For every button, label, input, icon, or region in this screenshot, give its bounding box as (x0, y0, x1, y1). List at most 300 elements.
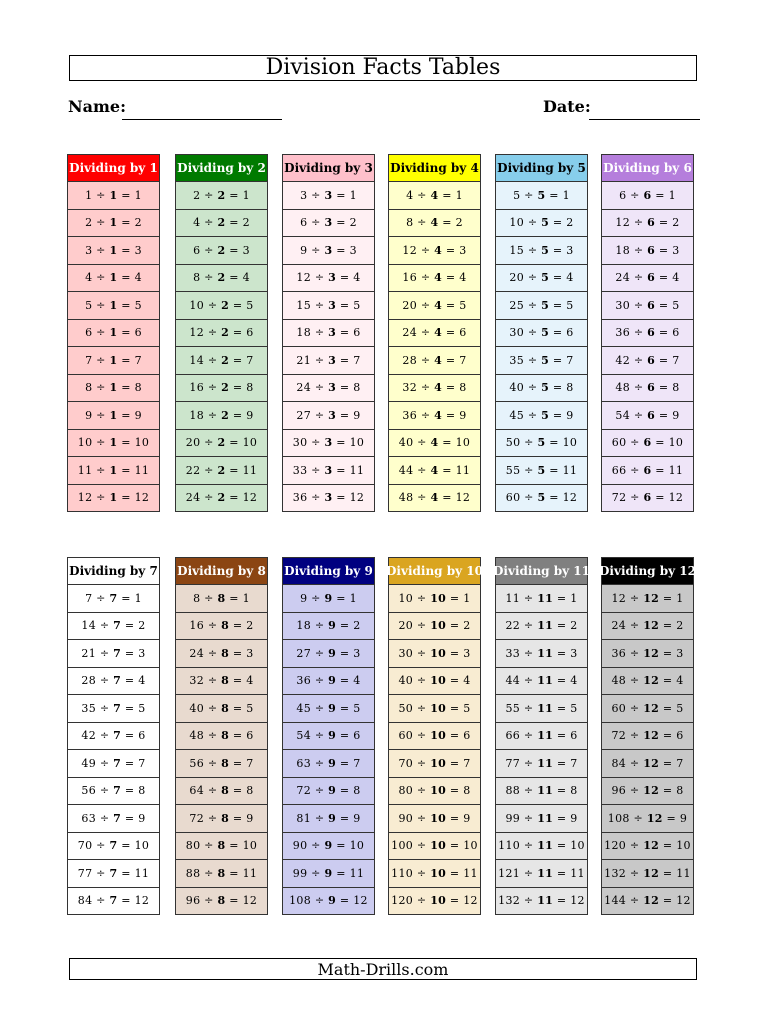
quotient: 4 (570, 674, 578, 688)
divisor: 2 (217, 271, 226, 285)
table-row (388, 402, 481, 430)
table-row (388, 695, 481, 723)
dividend: 12 (402, 243, 418, 257)
equals-sign: = (229, 381, 247, 395)
table-row (67, 430, 160, 458)
divide-sign: ÷ (307, 188, 325, 202)
divisor: 8 (221, 701, 230, 715)
table-row (175, 723, 268, 751)
table-row (282, 265, 375, 293)
quotient: 3 (570, 646, 578, 660)
table-row (601, 860, 694, 888)
dividend: 27 (296, 646, 312, 660)
quotient: 4 (566, 271, 574, 285)
divisor: 1 (109, 188, 118, 202)
divide-sign: ÷ (200, 491, 218, 505)
equals-sign: = (225, 216, 243, 230)
quotient: 10 (676, 839, 691, 853)
table-row (175, 347, 268, 375)
equals-sign: = (229, 701, 247, 715)
dividend: 12 (189, 326, 205, 340)
dividend: 81 (296, 811, 312, 825)
dividend: 132 (604, 866, 627, 880)
quotient: 5 (353, 701, 361, 715)
divisor: 5 (537, 491, 546, 505)
quotient: 10 (570, 839, 585, 853)
equals-sign: = (117, 298, 135, 312)
equals-sign: = (446, 784, 464, 798)
divide-sign: ÷ (311, 271, 329, 285)
equals-sign: = (438, 491, 456, 505)
divisor: 7 (109, 839, 118, 853)
quotient: 7 (463, 756, 471, 770)
quotient: 6 (463, 729, 471, 743)
quotient: 4 (246, 674, 254, 688)
dividend: 56 (81, 784, 97, 798)
equals-sign: = (446, 866, 464, 880)
dividend: 7 (85, 353, 93, 367)
dividend: 24 (189, 646, 205, 660)
table-row (175, 402, 268, 430)
table-row (495, 640, 588, 668)
quotient: 8 (566, 381, 574, 395)
equals-sign: = (553, 646, 571, 660)
table-row (388, 292, 481, 320)
divisor: 2 (217, 188, 226, 202)
quotient: 5 (676, 701, 684, 715)
table-row (67, 585, 160, 613)
divide-sign: ÷ (92, 298, 110, 312)
divisor: 7 (113, 701, 122, 715)
dividend: 108 (607, 811, 630, 825)
dividend: 55 (505, 701, 521, 715)
quotient: 1 (455, 188, 463, 202)
divisor: 3 (324, 216, 333, 230)
equals-sign: = (442, 243, 460, 257)
quotient: 4 (242, 271, 250, 285)
dividend: 12 (611, 591, 627, 605)
divide-sign: ÷ (200, 591, 218, 605)
equals-sign: = (442, 353, 460, 367)
divisor: 9 (324, 839, 333, 853)
table-row (388, 723, 481, 751)
table-row (495, 860, 588, 888)
table-row (601, 210, 694, 238)
equals-sign: = (336, 326, 354, 340)
table-row (67, 375, 160, 403)
table-row (282, 237, 375, 265)
quotient: 1 (134, 591, 142, 605)
divide-sign: ÷ (200, 463, 218, 477)
divisor: 9 (324, 591, 333, 605)
dividend: 4 (193, 216, 201, 230)
equals-sign: = (229, 646, 247, 660)
table-row (601, 833, 694, 861)
quotient: 8 (570, 784, 578, 798)
dividend: 30 (615, 298, 631, 312)
quotient: 1 (562, 188, 570, 202)
dividend: 99 (505, 811, 521, 825)
dividend: 110 (391, 866, 414, 880)
quotient: 9 (353, 408, 361, 422)
table-row (175, 750, 268, 778)
quotient: 2 (570, 619, 578, 633)
equals-sign: = (117, 591, 135, 605)
divide-sign: ÷ (204, 756, 222, 770)
dividend: 84 (77, 894, 93, 908)
equals-sign: = (225, 866, 243, 880)
quotient: 4 (463, 674, 471, 688)
equals-sign: = (655, 271, 673, 285)
quotient: 1 (668, 188, 676, 202)
divide-sign: ÷ (204, 784, 222, 798)
quotient: 12 (676, 894, 691, 908)
dividend: 25 (509, 298, 525, 312)
divisor: 4 (434, 381, 443, 395)
equals-sign: = (651, 188, 669, 202)
divide-sign: ÷ (417, 271, 435, 285)
division-table (67, 557, 160, 915)
divisor: 3 (328, 326, 337, 340)
divide-sign: ÷ (520, 784, 538, 798)
equals-sign: = (553, 811, 571, 825)
divisor: 5 (537, 463, 546, 477)
table-row (388, 320, 481, 348)
divide-sign: ÷ (413, 729, 431, 743)
dividend: 22 (185, 463, 201, 477)
quotient: 6 (246, 729, 254, 743)
equals-sign: = (659, 646, 677, 660)
divide-sign: ÷ (413, 866, 431, 880)
dividend: 12 (77, 491, 93, 505)
divisor: 8 (221, 646, 230, 660)
dividend: 8 (193, 591, 201, 605)
quotient: 7 (566, 353, 574, 367)
quotient: 1 (134, 188, 142, 202)
divisor: 3 (328, 298, 337, 312)
dividend: 63 (81, 811, 97, 825)
divide-sign: ÷ (630, 353, 648, 367)
divisor: 10 (430, 866, 447, 880)
divide-sign: ÷ (311, 408, 329, 422)
table-row (495, 805, 588, 833)
quotient: 2 (242, 216, 250, 230)
divisor: 2 (221, 353, 230, 367)
divide-sign: ÷ (307, 866, 325, 880)
divide-sign: ÷ (417, 298, 435, 312)
dividend: 8 (193, 271, 201, 285)
quotient: 9 (679, 811, 688, 825)
divide-sign: ÷ (524, 326, 542, 340)
dividend: 10 (509, 216, 525, 230)
dividend: 12 (296, 271, 312, 285)
divisor: 7 (113, 674, 122, 688)
table-row (175, 585, 268, 613)
quotient: 10 (562, 436, 578, 450)
quotient: 11 (463, 866, 478, 880)
quotient: 12 (668, 491, 684, 505)
divisor: 8 (221, 729, 230, 743)
divisor: 11 (537, 784, 554, 798)
dividend: 44 (398, 463, 414, 477)
equals-sign: = (438, 463, 456, 477)
dividend: 10 (189, 298, 205, 312)
quotient: 3 (676, 646, 684, 660)
table-row (388, 210, 481, 238)
dividend: 120 (604, 839, 627, 853)
table-row (601, 320, 694, 348)
divide-sign: ÷ (413, 756, 431, 770)
table-row (282, 182, 375, 210)
dividend: 60 (398, 729, 414, 743)
dividend: 6 (193, 243, 201, 257)
divisor: 3 (324, 188, 333, 202)
equals-sign: = (229, 298, 247, 312)
dividend: 24 (615, 271, 631, 285)
equals-sign: = (442, 408, 460, 422)
equals-sign: = (336, 619, 354, 633)
divisor: 6 (643, 491, 652, 505)
divide-sign: ÷ (626, 591, 644, 605)
quotient: 8 (463, 784, 471, 798)
table-row (67, 750, 160, 778)
quotient: 2 (455, 216, 463, 230)
divisor: 8 (217, 866, 226, 880)
divisor: 3 (324, 463, 333, 477)
divide-sign: ÷ (307, 491, 325, 505)
divide-sign: ÷ (413, 491, 431, 505)
equals-sign: = (117, 839, 135, 853)
table-row (67, 668, 160, 696)
equals-sign: = (659, 701, 677, 715)
divide-sign: ÷ (307, 591, 325, 605)
divide-sign: ÷ (92, 188, 110, 202)
divisor: 10 (430, 646, 447, 660)
divisor: 4 (434, 353, 443, 367)
table-row (388, 430, 481, 458)
divide-sign: ÷ (92, 381, 110, 395)
divisor: 5 (541, 243, 550, 257)
quotient: 9 (134, 408, 142, 422)
quotient: 3 (353, 646, 361, 660)
division-table (388, 557, 481, 915)
quotient: 8 (134, 381, 142, 395)
divide-sign: ÷ (630, 408, 648, 422)
table-row (67, 237, 160, 265)
dividend: 36 (611, 646, 627, 660)
table-row (175, 778, 268, 806)
divide-sign: ÷ (626, 866, 644, 880)
dividend: 16 (402, 271, 418, 285)
equals-sign: = (549, 326, 567, 340)
dividend: 100 (391, 839, 414, 853)
divide-sign: ÷ (307, 436, 325, 450)
divisor: 3 (328, 353, 337, 367)
equals-sign: = (117, 243, 135, 257)
equals-sign: = (332, 491, 350, 505)
quotient: 2 (676, 619, 684, 633)
quotient: 4 (676, 674, 684, 688)
divisor: 8 (221, 619, 230, 633)
divide-sign: ÷ (626, 784, 644, 798)
divisor: 5 (541, 326, 550, 340)
divisor: 3 (328, 271, 337, 285)
divide-sign: ÷ (524, 216, 542, 230)
equals-sign: = (659, 729, 677, 743)
divide-sign: ÷ (92, 894, 110, 908)
table-row (175, 375, 268, 403)
equals-sign: = (446, 619, 464, 633)
division-table (495, 154, 588, 512)
equals-sign: = (446, 591, 464, 605)
equals-sign: = (229, 326, 247, 340)
dividend: 24 (185, 491, 201, 505)
divisor: 11 (537, 619, 554, 633)
equals-sign: = (229, 353, 247, 367)
divisor: 8 (217, 839, 226, 853)
table-row (601, 778, 694, 806)
divisor: 12 (643, 784, 660, 798)
equals-sign: = (545, 436, 563, 450)
dividend: 15 (509, 243, 525, 257)
divisor: 10 (430, 756, 447, 770)
equals-sign: = (545, 491, 563, 505)
quotient: 11 (455, 463, 471, 477)
divide-sign: ÷ (204, 408, 222, 422)
table-row (388, 375, 481, 403)
equals-sign: = (442, 381, 460, 395)
equals-sign: = (438, 436, 456, 450)
equals-sign: = (332, 243, 350, 257)
divide-sign: ÷ (204, 646, 222, 660)
quotient: 2 (463, 619, 471, 633)
equals-sign: = (229, 408, 247, 422)
dividend: 35 (81, 701, 97, 715)
equals-sign: = (332, 591, 350, 605)
dividend: 11 (77, 463, 93, 477)
table-row (388, 182, 481, 210)
quotient: 8 (353, 381, 361, 395)
quotient: 6 (676, 729, 684, 743)
divisor: 5 (541, 271, 550, 285)
table-row (601, 182, 694, 210)
dividend: 6 (619, 188, 627, 202)
divisor: 6 (647, 271, 656, 285)
equals-sign: = (229, 811, 247, 825)
table-row (495, 457, 588, 485)
divide-sign: ÷ (626, 729, 644, 743)
equals-sign: = (659, 866, 677, 880)
dividend: 14 (81, 619, 97, 633)
quotient: 7 (570, 756, 578, 770)
divisor: 3 (324, 436, 333, 450)
dividend: 49 (81, 756, 97, 770)
divide-sign: ÷ (92, 591, 110, 605)
dividend: 8 (85, 381, 93, 395)
table-row (388, 265, 481, 293)
dividend: 15 (296, 298, 312, 312)
table-row (282, 402, 375, 430)
divisor: 6 (647, 298, 656, 312)
table-row (601, 375, 694, 403)
divisor: 1 (109, 408, 118, 422)
equals-sign: = (549, 408, 567, 422)
table-row (67, 805, 160, 833)
equals-sign: = (655, 353, 673, 367)
equals-sign: = (121, 729, 139, 743)
divisor: 12 (643, 646, 660, 660)
quotient: 10 (349, 436, 365, 450)
quotient: 4 (459, 271, 467, 285)
divisor: 10 (430, 591, 447, 605)
divisor: 8 (221, 811, 230, 825)
divide-sign: ÷ (413, 811, 431, 825)
quotient: 3 (246, 646, 254, 660)
equals-sign: = (332, 216, 350, 230)
equals-sign: = (117, 408, 135, 422)
quotient: 10 (463, 839, 478, 853)
divide-sign: ÷ (629, 811, 647, 825)
equals-sign: = (549, 243, 567, 257)
quotient: 8 (672, 381, 680, 395)
dividend: 72 (189, 811, 205, 825)
quotient: 12 (455, 491, 471, 505)
table-row (67, 485, 160, 513)
dividend: 12 (615, 216, 631, 230)
table-header: Dividing by 12 (601, 557, 694, 585)
divisor: 2 (217, 491, 226, 505)
table-row (282, 613, 375, 641)
quotient: 8 (676, 784, 684, 798)
divisor: 12 (643, 756, 660, 770)
quotient: 7 (353, 756, 361, 770)
equals-sign: = (446, 756, 464, 770)
table-row (282, 860, 375, 888)
quotient: 5 (570, 701, 578, 715)
equals-sign: = (659, 784, 677, 798)
divide-sign: ÷ (520, 894, 538, 908)
division-table (282, 557, 375, 915)
divide-sign: ÷ (520, 756, 538, 770)
dividend: 40 (509, 381, 525, 395)
quotient: 6 (672, 326, 680, 340)
divide-sign: ÷ (200, 436, 218, 450)
divisor: 2 (217, 436, 226, 450)
divisor: 3 (324, 491, 333, 505)
quotient: 3 (463, 646, 471, 660)
divide-sign: ÷ (413, 701, 431, 715)
quotient: 7 (134, 353, 142, 367)
table-row (282, 805, 375, 833)
equals-sign: = (545, 463, 563, 477)
table-row (388, 237, 481, 265)
table-row (495, 320, 588, 348)
table-row (388, 805, 481, 833)
table-row (67, 613, 160, 641)
divisor: 4 (430, 436, 439, 450)
divisor: 1 (109, 326, 118, 340)
dividend: 36 (615, 326, 631, 340)
dividend: 9 (300, 591, 308, 605)
divide-sign: ÷ (413, 646, 431, 660)
dividend: 50 (505, 436, 521, 450)
name-line (122, 119, 282, 120)
dividend: 88 (505, 784, 521, 798)
divide-sign: ÷ (204, 326, 222, 340)
quotient: 12 (134, 491, 150, 505)
table-row (495, 182, 588, 210)
table-row (175, 613, 268, 641)
